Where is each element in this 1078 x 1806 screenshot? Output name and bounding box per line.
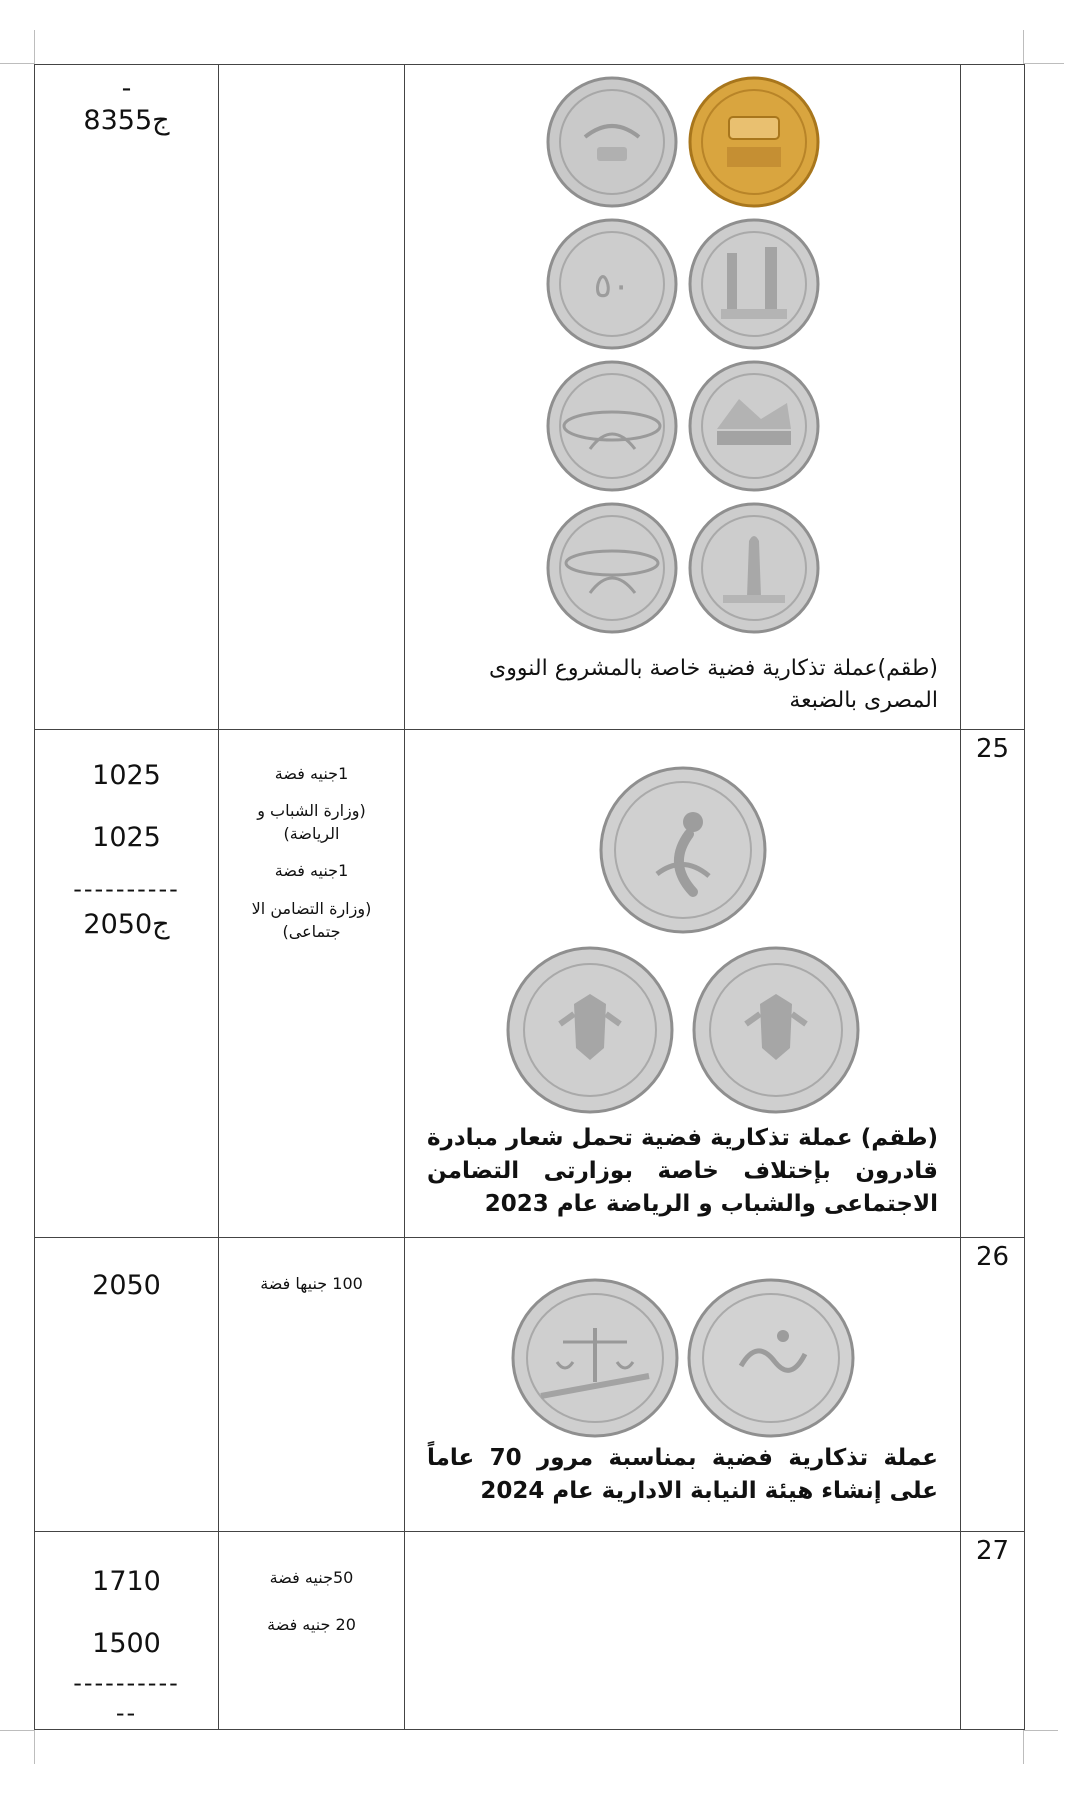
denomination-line: 20 جنيه فضة	[267, 1614, 356, 1634]
svg-text:٥٠: ٥٠	[593, 266, 630, 306]
coin-silver-icon	[504, 944, 676, 1116]
price-cell	[35, 1237, 219, 1531]
row-number-cell	[961, 729, 1025, 1237]
crop-mark	[1023, 1730, 1024, 1764]
price-line: 1500	[92, 1628, 161, 1660]
denomination-cell	[219, 1237, 405, 1531]
row-number-cell	[961, 1237, 1025, 1531]
coin-silver-icon	[687, 217, 821, 351]
crop-mark	[0, 1730, 34, 1731]
coin-silver-icon	[687, 1278, 855, 1438]
row-number	[961, 65, 1024, 69]
coin-caption: (طقم) عملة تذكارية فضية تحمل شعار مبادرة قادرون بإختلاف خاصة بوزارتى التضامن الاجتماعى والشباب و الرياضة عام 2023	[427, 1124, 938, 1218]
price-line: 1710	[92, 1565, 161, 1597]
row-number-cell	[961, 1531, 1025, 1729]
denomination-line: 1جنيه فضة	[274, 861, 349, 881]
coin-silver-icon	[545, 75, 679, 209]
table-row	[35, 1531, 1025, 1729]
coin-caption: عملة تذكارية فضية بمناسبة مرور 70 عاماً على إنشاء هيئة النيابة الادارية عام 2024	[427, 1444, 938, 1505]
price-total: 8355ج	[83, 105, 170, 137]
sum-separator: ----------	[73, 1668, 180, 1697]
coin-silver-icon	[545, 359, 679, 493]
description-cell	[405, 1237, 961, 1531]
description-cell	[405, 65, 961, 730]
row-number: 27	[975, 1535, 1010, 1566]
table-row	[35, 65, 1025, 730]
denomination-line: (وزارة الشباب و الرياضة)	[257, 800, 366, 844]
crop-mark	[1024, 63, 1064, 64]
sum-separator: --	[115, 1698, 138, 1727]
coin-silver-icon	[545, 501, 679, 635]
coin-price-table	[34, 64, 1025, 1730]
denomination-cell	[219, 1531, 405, 1729]
price-total: 2050	[92, 1269, 161, 1301]
row-number: 26	[975, 1241, 1010, 1272]
coin-photo-group	[417, 75, 948, 635]
price-cell	[35, 729, 219, 1237]
table-row	[35, 729, 1025, 1237]
coin-silver-icon	[511, 1278, 679, 1438]
denomination-line: 100 جنيها فضة	[260, 1273, 363, 1293]
price-line: 1025	[92, 822, 161, 854]
price-cell	[35, 65, 219, 730]
denomination-line: (وزارة التضامن الا جتماعى)	[251, 898, 372, 941]
crop-mark	[1024, 1730, 1058, 1731]
table-row	[35, 1237, 1025, 1531]
price-line: 1025	[92, 759, 161, 791]
price-total: 2050ج	[83, 908, 170, 940]
coin-photo-group	[417, 1278, 948, 1438]
coin-caption: (طقم)عملة تذكارية فضية خاصة بالمشروع النووى المصرى بالضبعة	[489, 656, 938, 713]
coin-gold-icon	[687, 75, 821, 209]
crop-mark	[0, 63, 34, 64]
coin-silver-icon	[545, 217, 679, 351]
coin-silver-icon	[597, 764, 769, 936]
coin-silver-icon	[690, 944, 862, 1116]
row-number-cell	[961, 65, 1025, 730]
description-cell	[405, 729, 961, 1237]
crop-mark	[34, 30, 35, 64]
coin-silver-icon	[687, 501, 821, 635]
description-cell	[405, 1531, 961, 1729]
price-cell	[35, 1531, 219, 1729]
sum-separator: ----------	[73, 874, 180, 903]
crop-mark	[1023, 30, 1024, 64]
denomination-line: 1جنيه فضة	[274, 763, 349, 783]
price-line: -	[121, 73, 132, 104]
denomination-line: 50جنيه فضة	[269, 1567, 354, 1587]
crop-mark	[34, 1730, 35, 1764]
denomination-cell	[219, 729, 405, 1237]
row-number: 25	[975, 733, 1010, 764]
coin-silver-icon	[687, 359, 821, 493]
denomination-cell	[219, 65, 405, 730]
coin-photo-group	[417, 764, 948, 1116]
